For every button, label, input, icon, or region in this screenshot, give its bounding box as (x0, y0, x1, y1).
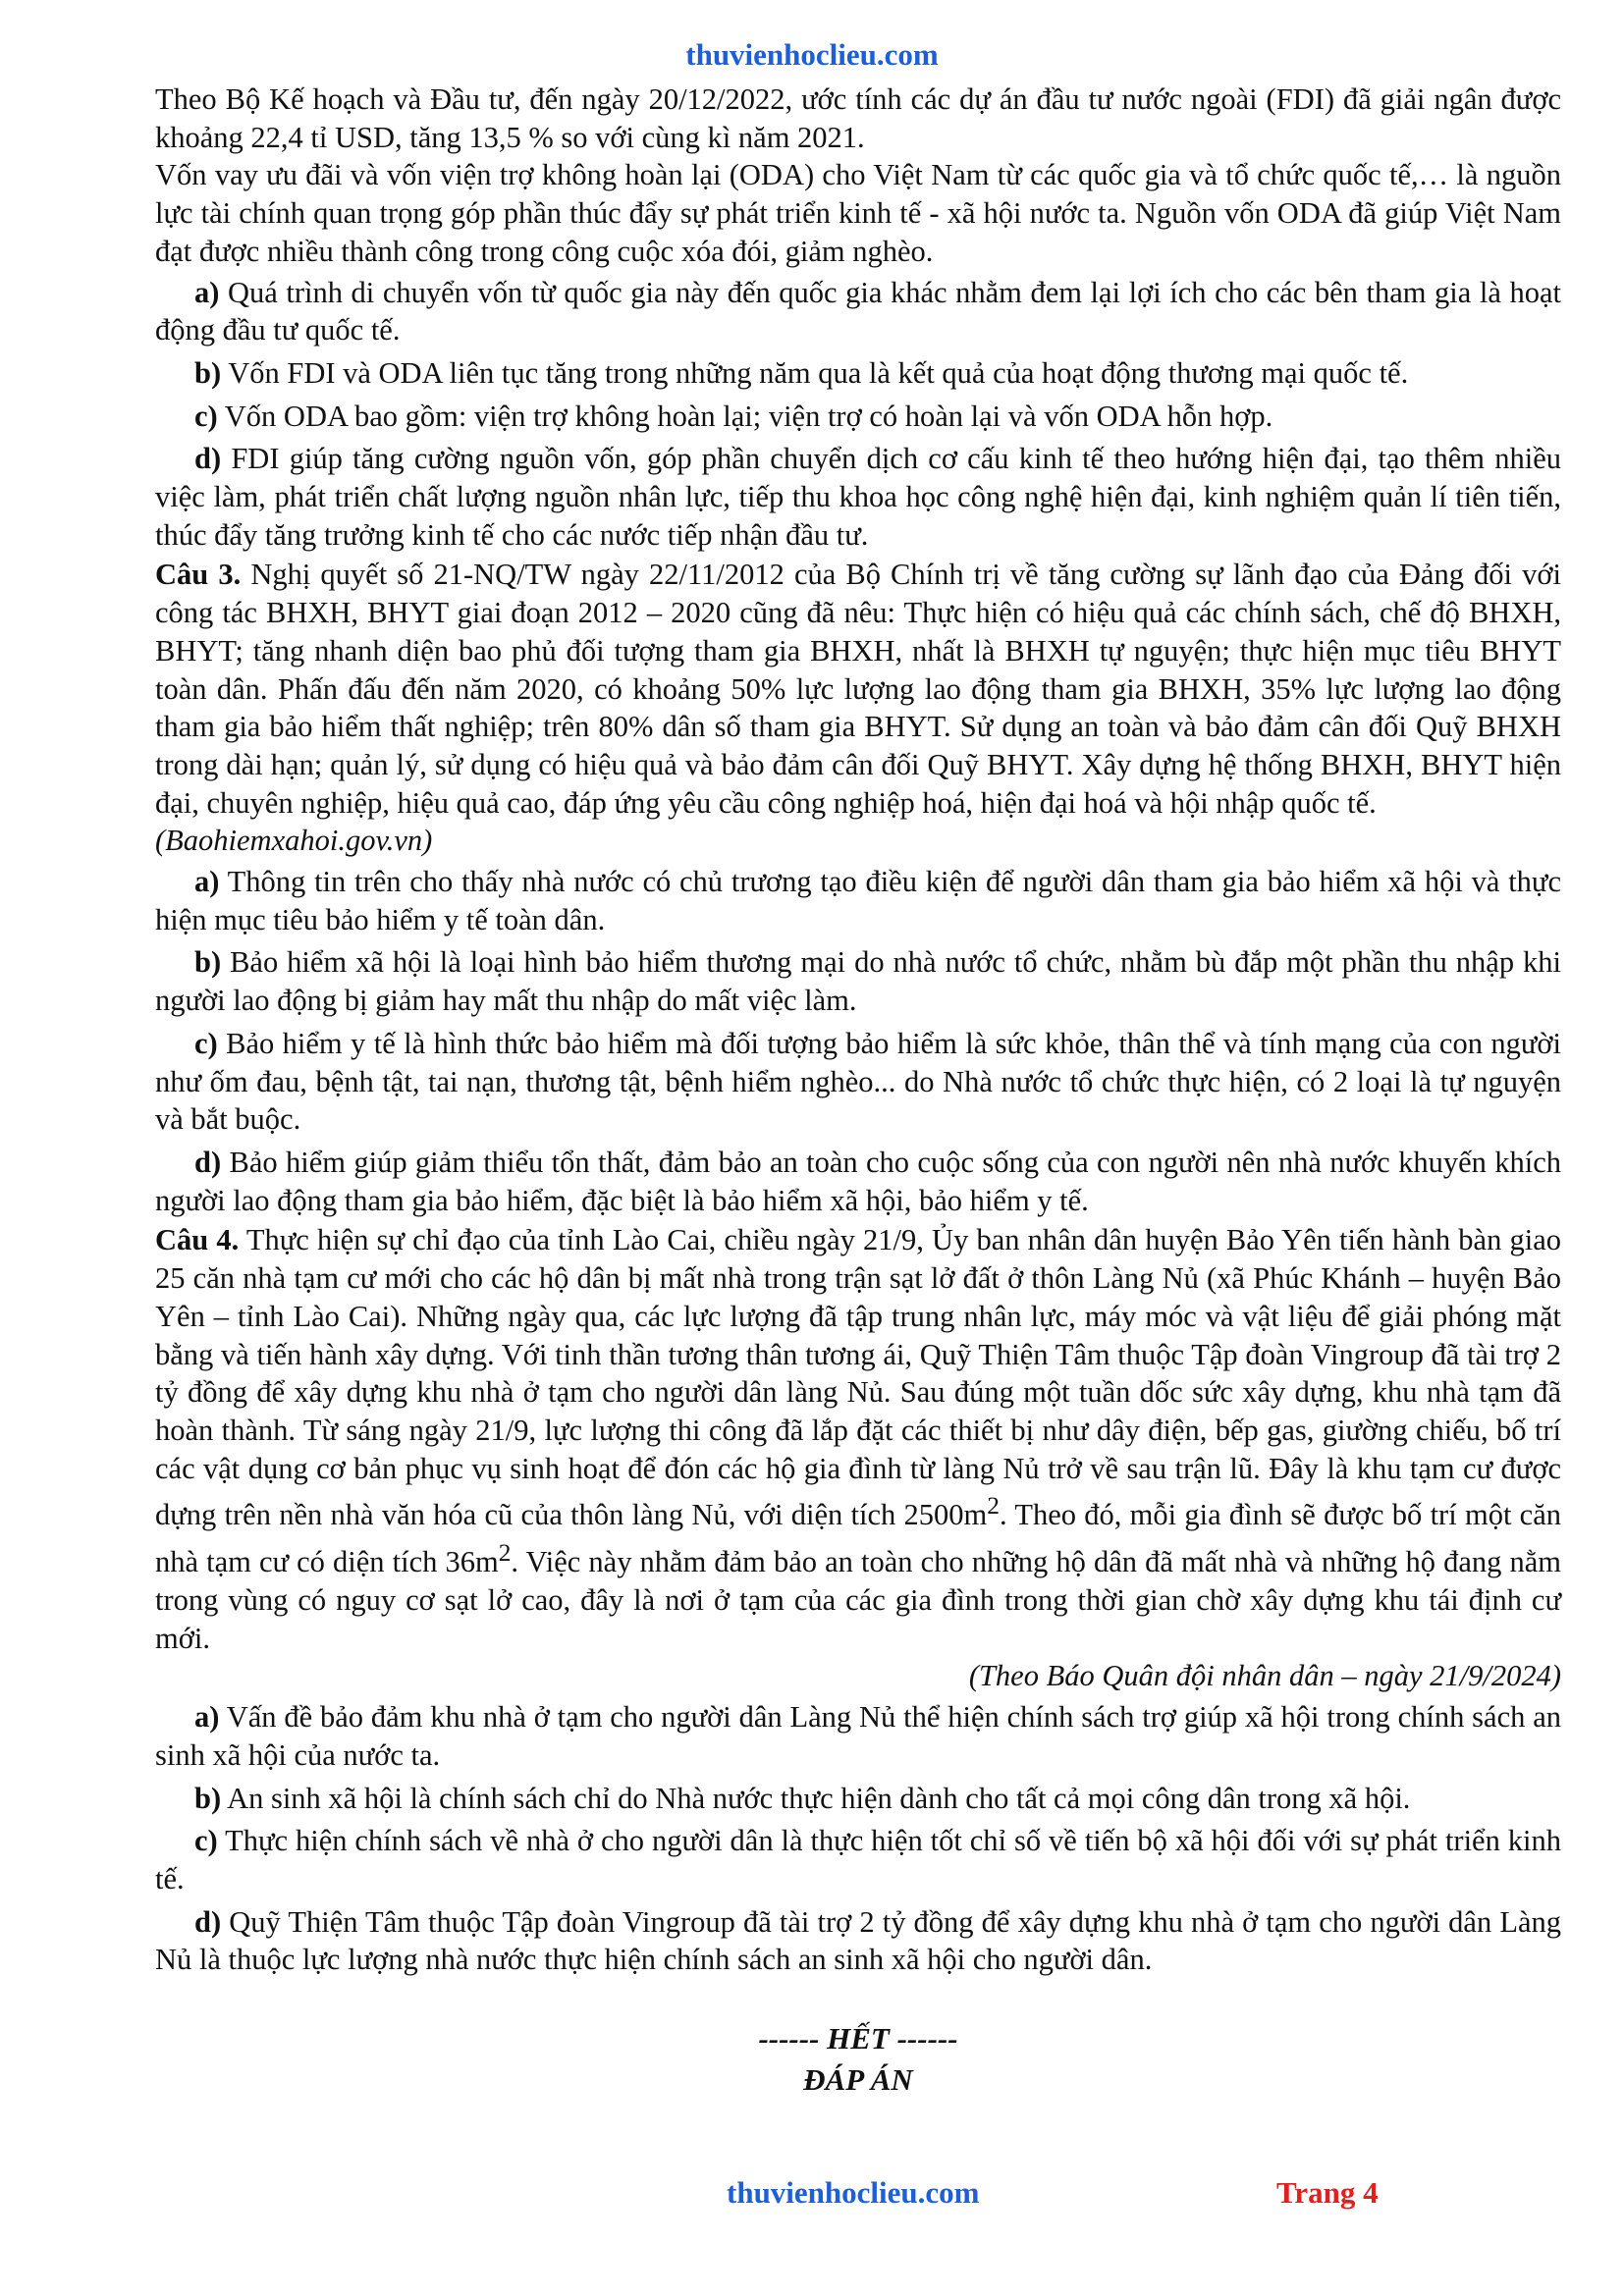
superscript-2: 2 (987, 1492, 1000, 1521)
option-label: a) (194, 1700, 220, 1735)
question-4-option-d (155, 1900, 1561, 1981)
question-4-text-1: Thực hiện sự chỉ đạo của tỉnh Lào Cai, chiều ngày 21/9, Ủy ban nhân dân huyện Bảo Yên tiến hành bàn giao 25 căn nhà tạm cư mới cho các hộ dân bị mất nhà trong trận sạt lở đất ở thôn Làng Nủ (xã Phúc Khánh – huyện Bảo Yên – tỉnh Lào Cai). Những ngày qua, các lực lượng đã tập trung nhân lực, máy móc và vật liệu để giải phóng mặt bằng và tiến hành xây dựng. Với tinh thần tương thân tương ái, Quỹ Thiện Tâm thuộc Tập đoàn Vingroup đã tài trợ 2 tỷ đồng để xây dựng khu nhà ở tạm cho người dân làng Nủ. Sau đúng một tuần dốc sức xây dựng, khu nhà tạm đã hoàn thành. Từ sáng ngày 21/9, lực lượng thi công đã lắp đặt các thiết bị như dây điện, bếp gas, giường chiếu, bố trí các vật dụng cơ bản phục vụ sinh hoạt để đón các hộ gia đình từ làng Nủ trở về sau trận lũ. Đây là khu tạm cư được dựng trên nền nhà văn hóa cũ của thôn làng Nủ, với diện tích 2500m (155, 1223, 1561, 1532)
intro-option-a (155, 271, 1561, 351)
option-label: d) (194, 1145, 222, 1179)
option-text: Quỹ Thiện Tâm thuộc Tập đoàn Vingroup đã tài trợ 2 tỷ đồng để xây dựng khu nhà ở tạm cho người dân Làng Nủ là thuộc lực lượng nhà nước thực hiện chính sách an sinh xã hội cho người dân. (155, 1904, 1561, 1977)
question-3-label: Câu 3. (155, 558, 242, 592)
document-body (155, 80, 1561, 2101)
question-4-text-2: . Theo đó, mỗi gia đình sẽ được bố trí một căn nhà tạm cư có diện tích 36m (155, 1498, 1562, 1579)
option-text: FDI giúp tăng cường nguồn vốn, góp phần chuyển dịch cơ cấu kinh tế theo hướng hiện đại, tạo thêm nhiều việc làm, phát triển chất lượng nguồn nhân lực, tiếp thu khoa học công nghệ hiện đại, kinh nghiệm quản lí tiên tiến, thúc đẩy tăng trưởng kinh tế cho các nước tiếp nhận đầu tư. (155, 442, 1561, 552)
intro-option-c (155, 395, 1561, 438)
intro-paragraph-fdi: Theo Bộ Kế hoạch và Đầu tư, đến ngày 20/12/2022, ước tính các dự án đầu tư nước ngoài (FDI) đã giải ngân được khoảng 22,4 tỉ USD, tăng 13,5 % so với cùng kì năm 2021. (155, 82, 1561, 154)
question-3-option-a (155, 860, 1561, 940)
footer-site-link[interactable]: thuvienhoclieu.com (727, 2175, 980, 2210)
option-text: Thông tin trên cho thấy nhà nước có chủ trương tạo điều kiện để người dân tham gia bảo hiểm xã hội và thực hiện mục tiêu bảo hiểm y tế toàn dân. (155, 865, 1561, 936)
question-4-text-3: . Việc này nhằm đảm bảo an toàn cho những hộ dân đã mất nhà và những hộ đang nằm trong vùng có nguy cơ sạt lở cao, đây là nơi ở tạm của các gia đình trong thời gian chờ xây dựng khu tái định cư mới. (155, 1545, 1561, 1655)
answer-heading: ĐÁP ÁN (803, 2062, 913, 2098)
option-label: d) (194, 442, 222, 476)
question-4-option-a (155, 1695, 1561, 1776)
intro-option-d (155, 437, 1561, 556)
option-text: Quá trình di chuyển vốn từ quốc gia này đến quốc gia khác nhằm đem lại lợi ích cho các bên tham gia là hoạt động đầu tư quốc tế. (155, 275, 1561, 347)
option-text: Bảo hiểm xã hội là loại hình bảo hiểm thương mại do nhà nước tổ chức, nhằm bù đắp một phần thu nhập khi người lao động bị giảm hay mất thu nhập do mất việc làm. (155, 945, 1561, 1018)
question-3-paragraph (155, 556, 1561, 822)
option-text: Bảo hiểm y tế là hình thức bảo hiểm mà đối tượng bảo hiểm là sức khỏe, thân thể và tính mạng của con người như ốm đau, bệnh tật, tai nạn, thương tật, bệnh hiểm nghèo... do Nhà nước tổ chức thực hiện, có 2 loại là tự nguyện và bắt buộc. (155, 1026, 1561, 1137)
question-4-source: (Theo Báo Quân đội nhân dân – ngày 21/9/2024) (968, 1659, 1561, 1693)
option-label: d) (194, 1904, 222, 1939)
question-3-text: Nghị quyết số 21-NQ/TW ngày 22/11/2012 của Bộ Chính trị về tăng cường sự lãnh đạo của Đảng đối với công tác BHXH, BHYT giai đoạn 2012 – 2020 cũng đã nêu: Thực hiện có hiệu quả các chính sách, chế độ BHXH, BHYT; tăng nhanh diện bao phủ đối tượng tham gia BHXH, nhất là BHXH tự nguyện; thực hiện mục tiêu BHYT toàn dân. Phấn đấu đến năm 2020, có khoảng 50% lực lượng lao động tham gia BHXH, 35% lực lượng lao động tham gia bảo hiểm thất nghiệp; trên 80% dân số tham gia BHYT. Sử dụng an toàn và bảo đảm cân đối Quỹ BHXH trong dài hạn; quản lý, sử dụng có hiệu quả và bảo đảm cân đối Quỹ BHYT. Xây dựng hệ thống BHXH, BHYT hiện đại, chuyên nghiệp, hiệu quả cao, đáp ứng yêu cầu công nghiệp hoá, hiện đại hoá và hội nhập quốc tế. (155, 558, 1561, 820)
question-4-option-b (155, 1777, 1561, 1820)
footer-page-number: Trang 4 (1276, 2175, 1379, 2210)
spacer (155, 1981, 1561, 2018)
option-text: Vốn ODA bao gồm: viện trợ không hoàn lại; viện trợ có hoàn lại và vốn ODA hỗn hợp. (217, 399, 1273, 433)
option-label: a) (194, 865, 220, 899)
option-label: b) (194, 945, 222, 980)
option-text: Thực hiện chính sách về nhà ở cho người dân là thực hiện tốt chỉ số về tiến bộ xã hội đối với sự phát triển kinh tế. (155, 1824, 1561, 1896)
option-text: Vốn FDI và ODA liên tục tăng trong những năm qua là kết quả của hoạt động thương mại quốc tế. (221, 355, 1409, 390)
superscript-2: 2 (498, 1539, 512, 1568)
option-label: a) (194, 275, 220, 309)
question-3-option-b (155, 940, 1561, 1021)
question-4-option-c (155, 1819, 1561, 1899)
question-3-option-d (155, 1141, 1561, 1221)
option-label: c) (194, 1026, 218, 1060)
option-text: Bảo hiểm giúp giảm thiểu tổn thất, đảm bảo an toàn cho cuộc sống của con người nên nhà nước khuyến khích người lao động tham gia bảo hiểm, đặc biệt là bảo hiểm xã hội, bảo hiểm y tế. (155, 1145, 1561, 1217)
option-text: An sinh xã hội là chính sách chỉ do Nhà nước thực hiện dành cho tất cả mọi công dân trong xã hội. (221, 1781, 1411, 1815)
option-label: c) (194, 1824, 218, 1858)
option-label: b) (194, 355, 222, 390)
intro-option-b (155, 351, 1561, 395)
intro-paragraph-oda: Vốn vay ưu đãi và vốn viện trợ không hoàn lại (ODA) cho Việt Nam từ các quốc gia và tổ chức quốc tế,… là nguồn lực tài chính quan trọng góp phần thúc đẩy sự phát triển kinh tế - xã hội nước ta. Nguồn vốn ODA đã giúp Việt Nam đạt được nhiều thành công trong công cuộc xóa đói, giảm nghèo. (155, 158, 1561, 268)
question-4-label: Câu 4. (155, 1223, 240, 1257)
header-site-link[interactable]: thuvienhoclieu.com (685, 37, 939, 72)
option-text: Vấn đề bảo đảm khu nhà ở tạm cho người dân Làng Nủ thể hiện chính sách trợ giúp xã hội trong chính sách an sinh xã hội của nước ta. (155, 1700, 1561, 1772)
question-4-paragraph (155, 1221, 1561, 1657)
end-marker: ------ HẾT ------ (758, 2021, 958, 2056)
option-label: b) (194, 1781, 222, 1815)
option-label: c) (194, 399, 218, 433)
question-3-source: (Baohiemxahoi.gov.vn) (155, 824, 433, 858)
question-3-option-c (155, 1022, 1561, 1141)
